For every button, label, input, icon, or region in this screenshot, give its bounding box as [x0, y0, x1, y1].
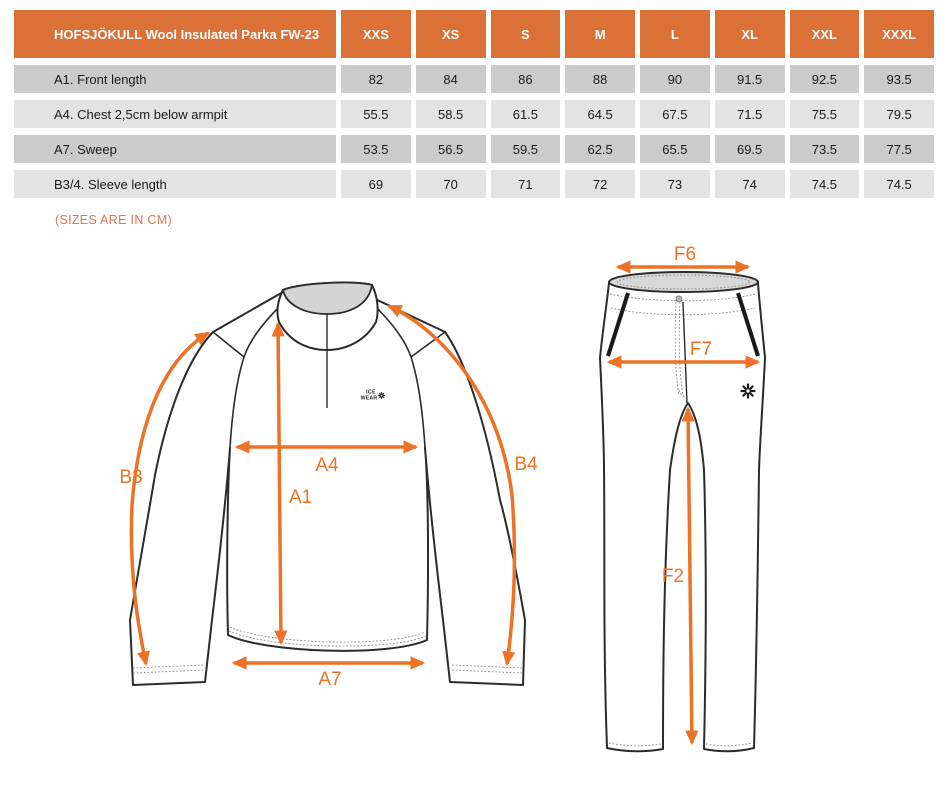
label-a4: A4	[315, 455, 339, 476]
measurement-value: 86	[491, 65, 561, 93]
measurement-value: 69.5	[715, 135, 785, 163]
brand-logo-line1: ICE	[366, 389, 376, 396]
measurement-value: 74.5	[790, 170, 860, 198]
measurement-value: 71	[491, 170, 561, 198]
measurement-value: 67.5	[640, 100, 710, 128]
measurement-value: 91.5	[715, 65, 785, 93]
measurement-value: 65.5	[640, 135, 710, 163]
waistband-top	[609, 272, 758, 292]
measurement-value: 73	[640, 170, 710, 198]
measurement-value: 73.5	[790, 135, 860, 163]
measurement-value: 69	[341, 170, 411, 198]
measurement-value: 82	[341, 65, 411, 93]
measurement-value: 77.5	[864, 135, 934, 163]
label-f6: F6	[673, 244, 697, 265]
size-column-header-m: M	[565, 10, 635, 58]
size-chart-table	[14, 10, 934, 198]
measurement-value: 64.5	[565, 100, 635, 128]
measurement-value: 90	[640, 65, 710, 93]
size-column-header-l: L	[640, 10, 710, 58]
measurement-value: 74	[715, 170, 785, 198]
label-a7: A7	[318, 669, 342, 690]
measurement-value: 58.5	[416, 100, 486, 128]
measurement-row-label: B3/4. Sleeve length	[14, 170, 336, 198]
label-f2: F2	[661, 566, 684, 587]
size-column-header-xl: XL	[715, 10, 785, 58]
measurement-value: 53.5	[341, 135, 411, 163]
pants-diagram	[580, 240, 800, 760]
measurement-value: 62.5	[565, 135, 635, 163]
size-column-header-xs: XS	[416, 10, 486, 58]
waist-button	[676, 296, 682, 302]
measurement-value: 56.5	[416, 135, 486, 163]
measurement-value: 75.5	[790, 100, 860, 128]
measurement-value: 74.5	[864, 170, 934, 198]
table-title: HOFSJÖKULL Wool Insulated Parka FW-23	[14, 10, 336, 58]
measurement-value: 93.5	[864, 65, 934, 93]
pants-snowflake-icon	[742, 385, 755, 398]
measurement-row-label: A7. Sweep	[14, 135, 336, 163]
pants-outline	[600, 283, 765, 751]
measurement-value: 71.5	[715, 100, 785, 128]
size-column-header-xxxl: XXXL	[864, 10, 934, 58]
label-b4: B4	[514, 454, 538, 475]
units-note: (SIZES ARE IN CM)	[55, 213, 172, 227]
arrow-f2	[688, 409, 692, 743]
label-f7: F7	[689, 339, 713, 360]
size-column-header-xxs: XXS	[341, 10, 411, 58]
size-column-header-xxl: XXL	[790, 10, 860, 58]
measurement-row-label: A1. Front length	[14, 65, 336, 93]
measurement-row-label: A4. Chest 2,5cm below armpit	[14, 100, 336, 128]
measurement-value: 79.5	[864, 100, 934, 128]
label-a1: A1	[289, 487, 313, 508]
measurement-value: 88	[565, 65, 635, 93]
brand-logo-line2: WEAR	[360, 395, 378, 402]
measurement-value: 92.5	[790, 65, 860, 93]
measurement-value: 84	[416, 65, 486, 93]
measurement-value: 70	[416, 170, 486, 198]
label-b3: B3	[119, 467, 143, 488]
sweater-diagram	[100, 240, 570, 700]
size-column-header-s: S	[491, 10, 561, 58]
measurement-value: 59.5	[491, 135, 561, 163]
measurement-value: 72	[565, 170, 635, 198]
measurement-value: 55.5	[341, 100, 411, 128]
brand-snowflake-icon	[379, 393, 385, 399]
measurement-value: 61.5	[491, 100, 561, 128]
